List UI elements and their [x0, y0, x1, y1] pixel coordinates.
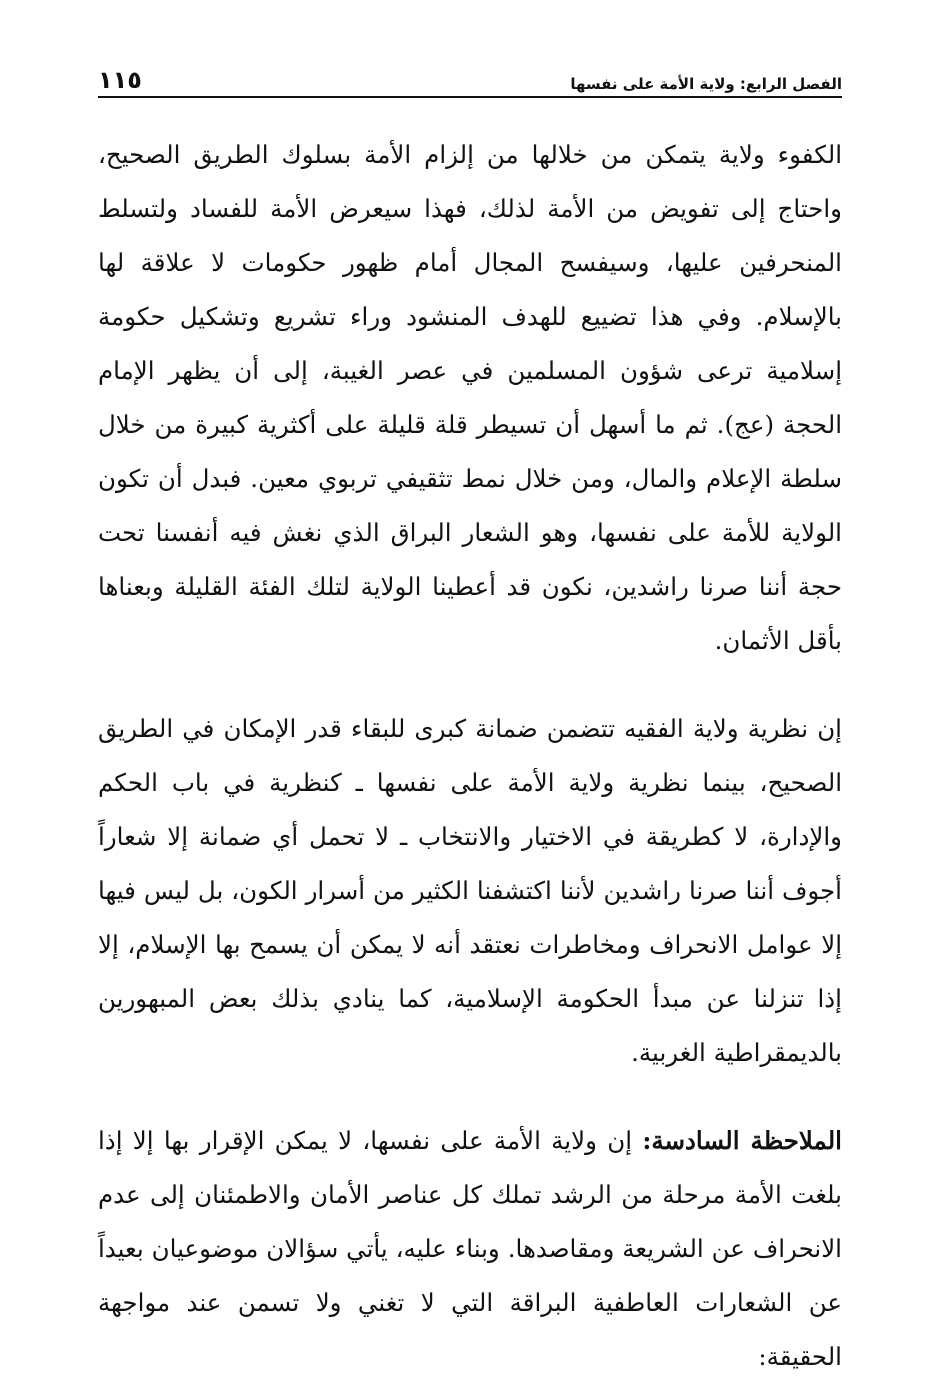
page-header [98, 58, 842, 98]
section-heading-sixth-note: الملاحظة السادسة: [642, 1126, 842, 1155]
paragraph-3 [98, 1114, 842, 1384]
running-title: الفصل الرابع: ولاية الأمة على نفسها [570, 75, 842, 93]
page-body [98, 128, 842, 1384]
paragraph-1: الكفوء ولاية يتمكن من خلالها من إلزام الأمة بسلوك الطريق الصحيح، واحتاج إلى تفويض من الأمة لذلك، فهذا سيعرض الأمة للفساد ولتسلط المنحرفين عليها، وسيفسح المجال أمام ظهور حكومات لا علاقة لها بالإسلام. وفي هذا تضييع للهدف المنشود وراء تشريع وتشكيل حكومة إسلامية ترعى شؤون المسلمين في عصر الغيبة، إلى أن يظهر الإمام الحجة (عج). ثم ما أسهل أن تسيطر قلة قليلة على أكثرية كبيرة من خلال سلطة الإعلام والمال، ومن خلال نمط تثقيفي تربوي معين. فبدل أن تكون الولاية للأمة على نفسها، وهو الشعار البراق الذي نغش فيه أنفسنا تحت حجة أننا صرنا راشدين، نكون قد أعطينا الولاية لتلك الفئة القليلة وبعناها بأقل الأثمان. [98, 140, 842, 655]
paragraph-2: إن نظرية ولاية الفقيه تتضمن ضمانة كبرى للبقاء قدر الإمكان في الطريق الصحيح، بينما نظرية ولاية الأمة على نفسها ـ كنظرية في باب الحكم والإدارة، لا كطريقة في الاختيار والانتخاب ـ لا تحمل أي ضمانة إلا شعاراً أجوف أننا صرنا راشدين لأننا اكتشفنا الكثير من أسرار الكون، بل ليس فيها إلا عوامل الانحراف ومخاطرات نعتقد أنه لا يمكن أن يسمح بها الإسلام، إلا إذا تنزلنا عن مبدأ الحكومة الإسلامية، كما ينادي بذلك بعض المبهورين بالديمقراطية الغربية. [98, 714, 842, 1067]
page-number: ١١٥ [98, 66, 142, 94]
paragraph-3-text: إن ولاية الأمة على نفسها، لا يمكن الإقرار بها إلا إذا بلغت الأمة مرحلة من الرشد تملك كل عناصر الأمان والاطمئنان إلى عدم الانحراف عن الشريعة ومقاصدها. وبناء عليه، يأتي سؤالان موضوعيان بعيداً عن الشعارات العاطفية البراقة التي لا تغني ولا تسمن عند مواجهة الحقيقة: [98, 1126, 842, 1371]
